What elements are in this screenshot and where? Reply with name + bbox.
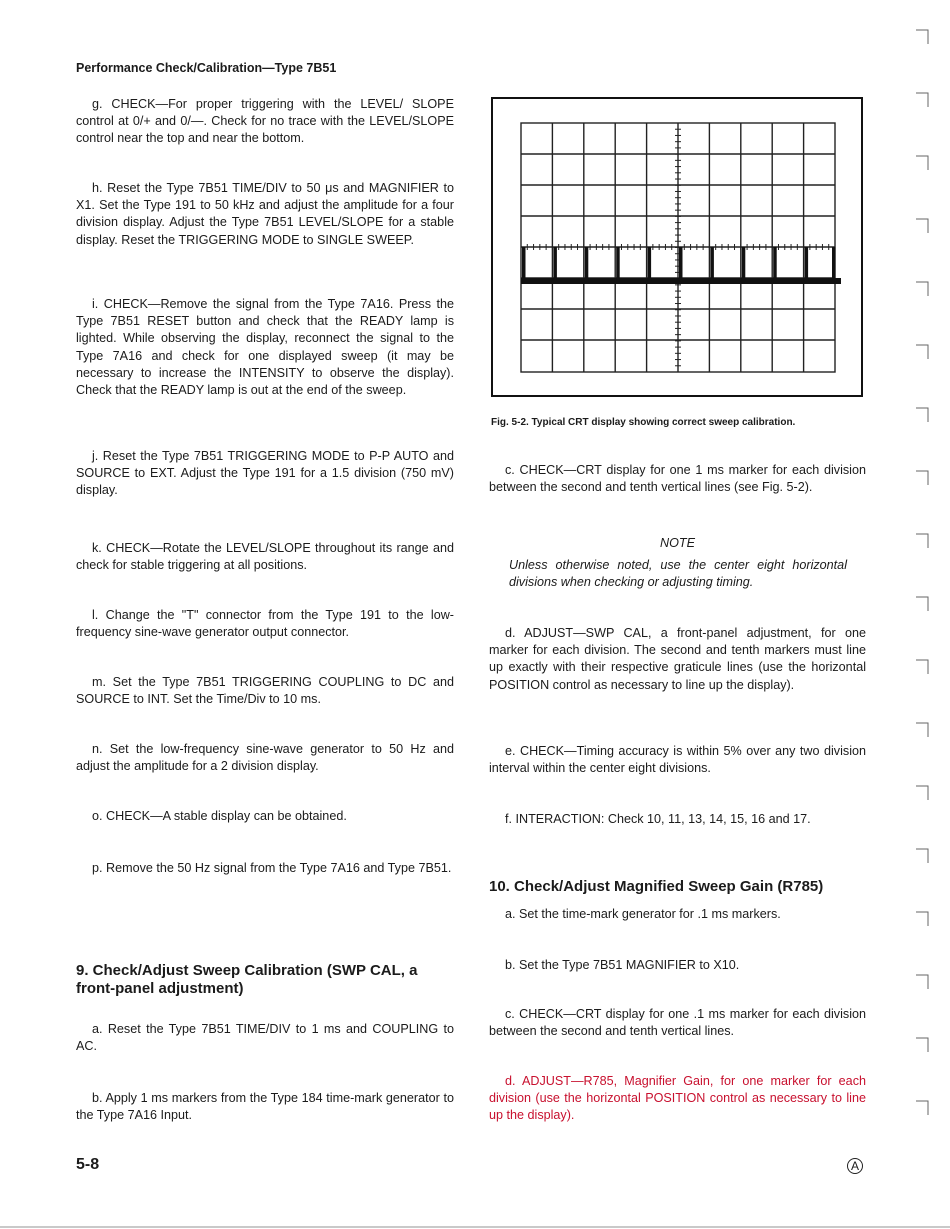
step-p-paragraph (76, 860, 454, 877)
margin-tab-mark (916, 471, 928, 485)
margin-tab-mark (916, 597, 928, 611)
section-10-step-d-paragraph (489, 1073, 866, 1125)
margin-tab-mark (916, 975, 928, 989)
section-9-step-f-paragraph (489, 811, 866, 828)
section-10-step-d-text: d. ADJUST—R785, Magnifier Gain, for one marker for each division (use the horizontal POSITION control as necessary to line up the display). (489, 1074, 866, 1123)
margin-tab-mark (916, 849, 928, 863)
time-marker (773, 247, 777, 281)
section-10-step-a-text: a. Set the time-mark generator for .1 ms markers. (505, 907, 781, 921)
section-9-step-a-paragraph (76, 1021, 454, 1055)
section-9-step-e-text: e. CHECK—Timing accuracy is within 5% over any two division interval within the center eight divisions. (489, 744, 866, 776)
margin-tab-marks (910, 0, 950, 1229)
section-9-step-b-paragraph (76, 1090, 454, 1124)
page-number: 5-8 (76, 1156, 100, 1173)
time-marker (742, 247, 746, 281)
step-k-text: k. CHECK—Rotate the LEVEL/SLOPE throughout its range and check for stable triggering at all positions. (76, 541, 454, 573)
margin-tab-mark (916, 345, 928, 359)
page-header: Performance Check/Calibration—Type 7B51 (76, 61, 337, 75)
time-marker (832, 247, 836, 281)
step-h-paragraph (76, 180, 454, 249)
step-g-text: g. CHECK—For proper triggering with the LEVEL/ SLOPE control at 0/+ and 0/—. Check for no trace with the LEVEL/SLOPE control near the top and near the bottom. (76, 97, 454, 146)
section-10-step-c-paragraph (489, 1006, 866, 1040)
section-9-heading: 9. Check/Adjust Sweep Calibration (SWP CAL, a front-panel adjustment) (76, 962, 418, 997)
step-n-paragraph (76, 741, 454, 775)
margin-tab-mark (916, 156, 928, 170)
margin-tab-mark (916, 408, 928, 422)
time-marker (648, 247, 652, 281)
section-9-step-f-text: f. INTERACTION: Check 10, 11, 13, 14, 15, 16 and 17. (505, 812, 811, 826)
margin-tab-mark (916, 534, 928, 548)
margin-tab-mark (916, 1101, 928, 1115)
marker-trace (521, 247, 841, 284)
section-10-heading: 10. Check/Adjust Magnified Sweep Gain (R785) (489, 878, 824, 895)
margin-tab-mark (916, 912, 928, 926)
note-body: Unless otherwise noted, use the center eight horizontal divisions when checking or adjusting timing. (509, 558, 847, 590)
step-h-text: h. Reset the Type 7B51 TIME/DIV to 50 μs and MAGNIFIER to X1. Set the Type 191 to 50 kHz and adjust the amplitude for a four division display. Adjust the Type 7B51 LEVEL/SLOPE for a stable display. Reset the TRIGGERING MODE to SINGLE SWEEP. (76, 181, 454, 247)
section-9-step-e-paragraph (489, 743, 866, 777)
section-10-step-b-paragraph (489, 957, 866, 974)
time-marker (616, 247, 620, 281)
page-bottom-edge (0, 1226, 950, 1228)
step-l-text: l. Change the "T" connector from the Type 191 to the low-frequency sine-wave generator output connector. (76, 608, 454, 640)
time-marker (710, 247, 714, 281)
step-j-paragraph (76, 448, 454, 500)
time-marker (522, 247, 526, 281)
section-9-step-c-text: c. CHECK—CRT display for one 1 ms marker for each division between the second and tenth vertical lines (see Fig. 5-2). (489, 463, 866, 495)
note-title: NOTE (660, 536, 695, 550)
step-j-text: j. Reset the Type 7B51 TRIGGERING MODE to P-P AUTO and SOURCE to EXT. Adjust the Type 191 for a 1.5 division (750 mV) display. (76, 449, 454, 498)
figure-caption: Fig. 5-2. Typical CRT display showing correct sweep calibration. (491, 417, 796, 428)
step-o-text: o. CHECK—A stable display can be obtained. (92, 809, 347, 823)
section-9-step-c-paragraph (489, 462, 866, 496)
section-9-step-d-text: d. ADJUST—SWP CAL, a front-panel adjustment, for one marker for each division. The second and tenth markers must line up exactly with their respective graticule lines (use the horizontal POSITION control as necessary to line up the display). (489, 626, 866, 692)
margin-tab-mark (916, 786, 928, 800)
time-marker (585, 247, 589, 281)
step-m-paragraph (76, 674, 454, 708)
revision-mark: A (847, 1158, 863, 1174)
step-o-paragraph (76, 808, 454, 825)
step-g-paragraph (76, 96, 454, 148)
section-10-step-b-text: b. Set the Type 7B51 MAGNIFIER to X10. (505, 958, 740, 972)
time-marker (553, 247, 557, 281)
margin-tab-mark (916, 1038, 928, 1052)
section-9-step-d-paragraph (489, 625, 866, 694)
section-10-step-c-text: c. CHECK—CRT display for one .1 ms marker for each division between the second and tenth vertical lines. (489, 1007, 866, 1039)
step-i-paragraph (76, 296, 454, 399)
section-10-step-a-paragraph (489, 906, 866, 923)
margin-tab-mark (916, 93, 928, 107)
section-9-step-a-text: a. Reset the Type 7B51 TIME/DIV to 1 ms and COUPLING to AC. (76, 1022, 454, 1054)
step-l-paragraph (76, 607, 454, 641)
margin-tab-mark (916, 219, 928, 233)
margin-tab-mark (916, 660, 928, 674)
margin-tab-mark (916, 30, 928, 44)
step-n-text: n. Set the low-frequency sine-wave generator to 50 Hz and adjust the amplitude for a 2 division display. (76, 742, 454, 774)
step-p-text: p. Remove the 50 Hz signal from the Type 7A16 and Type 7B51. (92, 861, 452, 875)
step-m-text: m. Set the Type 7B51 TRIGGERING COUPLING to DC and SOURCE to INT. Set the Time/Div to 10 ms. (76, 675, 454, 707)
section-9-step-b-text: b. Apply 1 ms markers from the Type 184 time-mark generator to the Type 7A16 Input. (76, 1091, 454, 1123)
margin-tab-mark (916, 282, 928, 296)
time-marker (805, 247, 809, 281)
margin-tab-mark (916, 723, 928, 737)
step-k-paragraph (76, 540, 454, 574)
crt-graticule-figure (519, 121, 841, 373)
step-i-text: i. CHECK—Remove the signal from the Type 7A16. Press the Type 7B51 RESET button and check that the READY lamp is lighted. While observing the display, reconnect the signal to the Type 7A16 and check for one displayed sweep (it may be necessary to increase the INTENSITY to observe the display). Check that the READY lamp is out at the end of the sweep. (76, 297, 454, 398)
time-marker (679, 247, 683, 281)
